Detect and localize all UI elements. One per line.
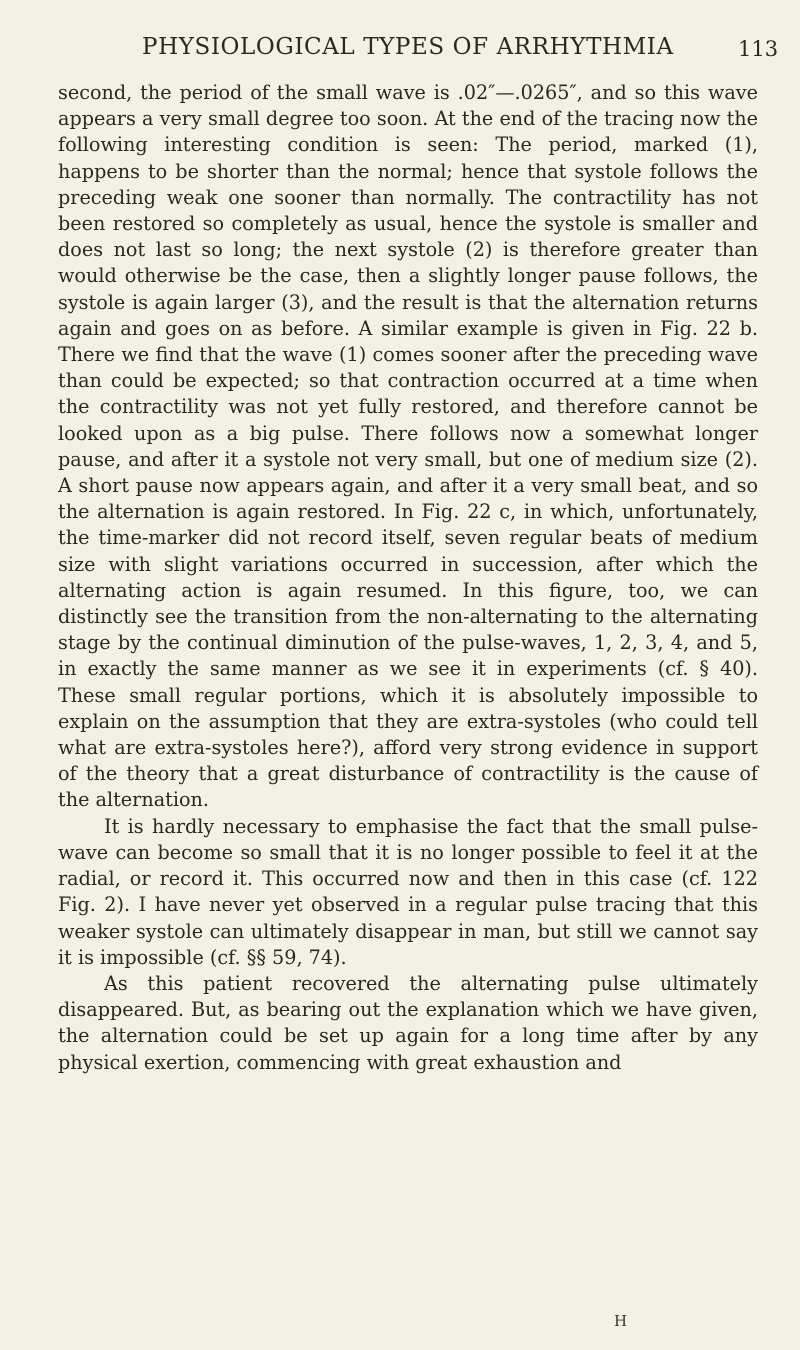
running-title: PHYSIOLOGICAL TYPES OF ARRHYTHMIA: [142, 34, 674, 60]
paragraph-small-pulse-wave: It is hardly necessary to emphasise the fact that the small pulse-wave can become so small that it is no longer possible to feel it at the radial, or record it. This occurred now and then in this case (cf. 122 Fig. 2). I have never yet observed in a regular pulse tracing that this weaker systole can ultimately disappear in man, but still we cannot say it is impossible (cf. §§ 59, 74).: [58, 814, 758, 969]
paragraph-continued: second, the period of the small wave is .02″—.0265″, and so this wave appears a very small degree too soon. At the end of the tracing now the following interesting condition is seen: The period, marked (1), happens to be shorter than the normal; hence that systole follows the preceding weak one sooner than normally. The contractility has not been restored so completely as usual, hence the systole is smaller and does not last so long; the next systole (2) is therefore greater than would otherwise be the case, then a slightly longer pause follows, the systole is again larger (3), and the result is that the alternation returns again and goes on as before. A similar example is given in Fig. 22 b. There we find that the wave (1) comes sooner after the preceding wave than could be expected; so that contraction occurred at a time when the contractility was not yet fully restored, and therefore cannot be looked upon as a big pulse. There follows now a somewhat longer pause, and after it a systole not very small, but one of medium size (2). A short pause now appears again, and after it a very small beat, and so the alternation is again restored. In Fig. 22 c, in which, unfortunately, the time-marker did not record itself, seven regular beats of medium size with slight variations occurred in succession, after which the alternating action is again resumed. In this figure, too, we can distinctly see the transition from the non-alternating to the alternating stage by the continual diminution of the pulse-waves, 1, 2, 3, 4, and 5, in exactly the same manner as we see it in experiments (cf. § 40). These small regular portions, which it is absolutely impossible to explain on the assumption that they are extra-systoles (who could tell what are extra-systoles here?), afford very strong evidence in support of the theory that a great disturbance of contractility is the cause of the alternation.: [58, 81, 758, 812]
page-number: 113: [738, 37, 779, 61]
signature-mark: H: [614, 1312, 629, 1330]
body-text: [58, 80, 758, 1076]
paragraph-patient-recovery: As this patient recovered the alternating pulse ultimately disappeared. But, as bearing out the explanation which we have given, the alternation could be set up again for a long time after by any physical exertion, commencing with great exhaustion and: [58, 971, 758, 1074]
